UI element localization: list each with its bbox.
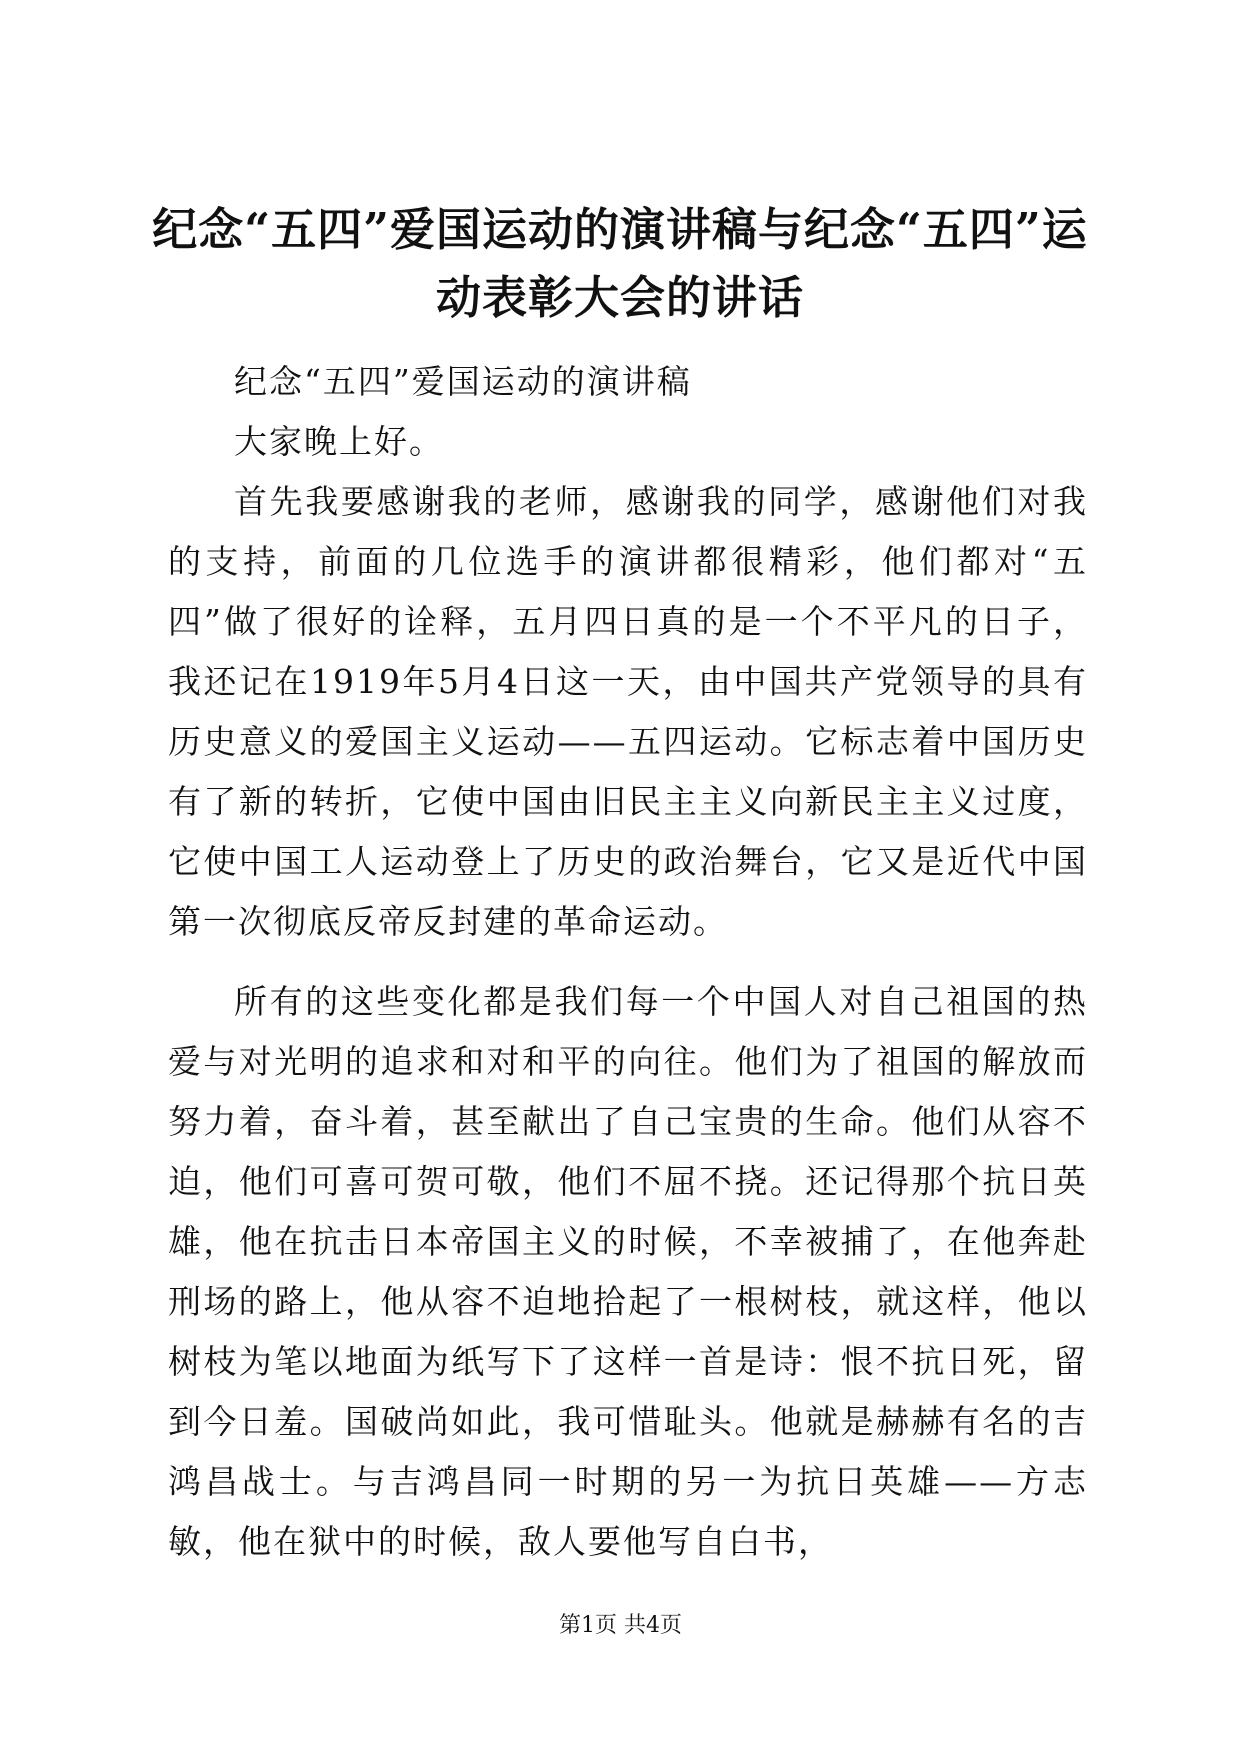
page-footer: 第1页 共4页 — [559, 1613, 682, 1638]
body-paragraph: 所有的这些变化都是我们每一个中国人对自己祖国的热爱与对光明的追求和对和平的向往。他们为了祖国的解放而努力着，奋斗着，甚至献出了自己宝贵的生命。他们从容不迫，他们可喜可贺可敬，他们不屈不挠。还记得那个抗日英雄，他在抗击日本帝国主义的时候，不幸被捕了，在他奔赴刑场的路上，他从容不迫地拾起了一根树枝，就这样，他以树枝为笔以地面为纸写下了这样一首是诗：恨不抗日死，留到今日羞。国破尚如此，我可惜耻头。他就是赫赫有名的吉鸿昌战士。与吉鸿昌同一时期的另一为抗日英雄——方志敏，他在狱中的时候，敌人要他写自白书， — [168, 982, 1088, 1561]
speech-heading: 纪念“五四”爱国运动的演讲稿 — [234, 362, 692, 401]
document-body — [168, 352, 1088, 1572]
greeting-paragraph: 大家晚上好。 — [234, 422, 444, 461]
document-title: 纪念“五四”爱国运动的演讲稿与纪念“五四”运动表彰大会的讲话 — [152, 203, 1088, 324]
body-paragraph: 首先我要感谢我的老师，感谢我的同学，感谢他们对我的支持，前面的几位选手的演讲都很精彩，他们都对“五四”做了很好的诠释，五月四日真的是一个不平凡的日子，我还记在1919年5月4日这一天，由中国共产党领导的具有历史意义的爱国主义运动——五四运动。它标志着中国历史有了新的转折，它使中国由旧民主主义向新民主主义过度，它使中国工人运动登上了历史的政治舞台，它又是近代中国第一次彻底反帝反封建的革命运动。 — [168, 482, 1088, 941]
